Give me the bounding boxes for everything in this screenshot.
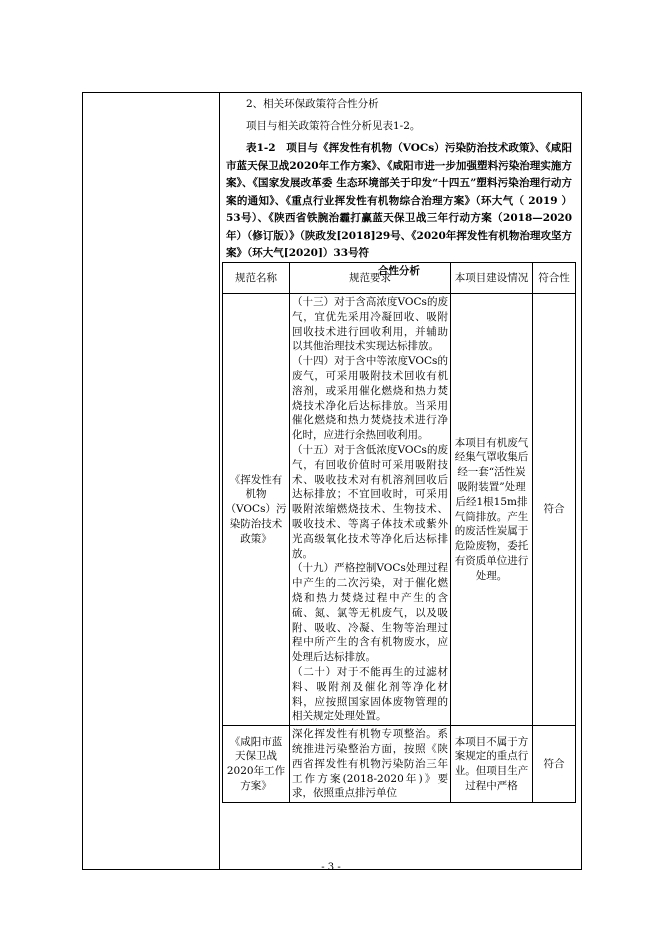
header-status: 本项目建设情况 xyxy=(451,263,533,294)
project-status: 本项目不属于方案规定的重点行业。但项目生产过程中严格 xyxy=(451,726,533,803)
table-caption: 表1-2 项目与《挥发性有机物（VOCs）污染防治技术政策》、《咸阳市蓝天保卫战2020年工作方案》、《咸阳市进一步加强塑料污染治理实施方案》、《国家发展改革委 生态环境部关于印发“十四五”塑料污染治理行动方案的通知》、《重点行业挥发性有机物综合治理方案》（环大气（ 2019 ）53号）、《陕西省铁腕治霾打赢蓝天保卫战三年行动方案（2018—2020年）（修订版）》（陕政发[2018]29号、《2020年挥发性有机物治理攻坚方案》（环大气[2020]）33号符 xyxy=(226,142,572,259)
policy-requirements xyxy=(290,726,451,803)
compliance-value: 符合 xyxy=(533,294,576,726)
intro-sentence: 项目与相关政策符合性分析见表1-2。 xyxy=(246,120,421,132)
header-requirement: 规范要求 xyxy=(290,263,451,294)
table-header-row xyxy=(223,263,576,294)
policy-requirements xyxy=(290,294,451,726)
requirement-item: （十九）严格控制VOCs处理过程中产生的二次污染，对于催化燃烧和热力焚烧过程中产生的含硫、氮、氯等无机废气，以及吸附、吸收、冷凝、生物等治理过程中所产生的含有机物废水，应处理后达标排放。 xyxy=(292,562,448,664)
header-name: 规范名称 xyxy=(223,263,290,294)
requirement-item: （二十）对于不能再生的过滤材料、吸附剂及催化剂等净化材料，应按照国家固体废物管理的相关规定处理处置。 xyxy=(292,665,448,723)
content-area xyxy=(226,96,572,280)
page-number: - 3 - xyxy=(321,862,341,873)
project-status: 本项目有机废气经集气罩收集后经一套“活性炭吸附装置”处理后经1根15m排气筒排放。产生的废活性炭属于危险废物，委托有资质单位进行处理。 xyxy=(451,294,533,726)
table-row xyxy=(223,294,576,726)
requirement-item: （十三）对于含高浓度VOCs的废气，宜优先采用冷凝回收、吸附回收技术进行回收利用，并辅助以其他治理技术实现达标排放。 xyxy=(292,296,448,353)
table-caption-tail: 合性分析 xyxy=(378,264,420,277)
requirement-item: （十五）对于含低浓度VOCs的废气，有回收价值时可采用吸附技术、吸收技术对有机溶剂回收后达标排放；不宜回收时，可采用吸附浓缩燃烧技术、生物技术、吸收技术、等离子体技术或紫外光高级氧化技术等净化后达标排放。 xyxy=(292,443,448,560)
policy-name: 《挥发性有机物（VOCs）污染防治技术政策》 xyxy=(223,294,290,726)
policy-table xyxy=(222,262,576,803)
requirement-item: 深化挥发性有机物专项整治。系统推进污染整治方面，按照《陕西省挥发性有机物污染防治三年工作方案(2018-2020年)》要求，依照重点排污单位 xyxy=(292,728,448,800)
table-row xyxy=(223,726,576,803)
outer-divider xyxy=(219,92,220,870)
compliance-value: 符合 xyxy=(533,726,576,803)
requirement-item: （十四）对于含中等浓度VOCs的废气，可采用吸附技术回收有机溶剂，或采用催化燃烧和热力焚烧技术净化后达标排放。当采用催化燃烧和热力焚烧技术进行净化时，应进行余热回收利用。 xyxy=(292,355,448,442)
policy-name: 《咸阳市蓝天保卫战2020年工作方案》 xyxy=(223,726,290,803)
section-heading: 2、相关环保政策符合性分析 xyxy=(246,98,379,110)
header-compliance: 符合性 xyxy=(533,263,576,294)
